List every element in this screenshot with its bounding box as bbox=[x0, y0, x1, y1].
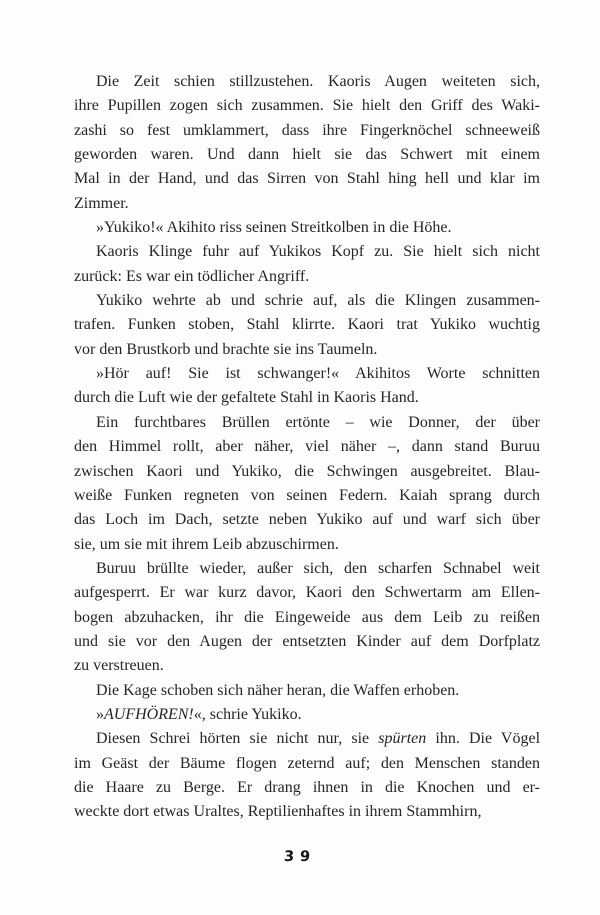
paragraph bbox=[74, 216, 540, 240]
paragraph bbox=[74, 411, 540, 557]
text-line: Yukiko wehrte ab und schrie auf, als die Klingen zusammen- bbox=[96, 292, 540, 310]
paragraph bbox=[74, 70, 540, 216]
text-segment: » bbox=[96, 705, 104, 723]
text-line: geworden waren. Und dann hielt sie das Schwert mit einem bbox=[74, 146, 540, 164]
paragraph bbox=[74, 289, 540, 362]
emphasized-text: AUFHÖREN! bbox=[104, 705, 194, 723]
text-line: aufgesperrt. Er war kurz davor, Kaori den Schwertarm am Ellen- bbox=[74, 584, 540, 602]
text-line: und sie vor den Augen der entsetzten Kinder auf dem Dorfplatz bbox=[74, 632, 540, 650]
text-segment: Diesen Schrei hörten sie nicht nur, sie bbox=[96, 730, 379, 748]
paragraph bbox=[74, 679, 540, 703]
paragraph bbox=[74, 727, 540, 824]
text-line bbox=[74, 727, 540, 751]
text-line: zwischen Kaori und Yukiko, die Schwingen ausgebreitet. Blau- bbox=[74, 462, 540, 480]
paragraph bbox=[74, 362, 540, 411]
text-segment: «, schrie Yukiko. bbox=[193, 705, 302, 723]
text-line: weckte dort etwas Uraltes, Reptilienhaftes in ihrem Stammhirn, bbox=[74, 803, 482, 821]
text-segment: ihn. Die Vögel bbox=[426, 730, 540, 748]
text-line: Die Kage schoben sich näher heran, die Waffen erhoben. bbox=[96, 681, 460, 699]
text-line: vor den Brustkorb und brachte sie ins Taumeln. bbox=[74, 340, 378, 358]
emphasized-text: spürten bbox=[378, 730, 427, 748]
text-line: Die Zeit schien stillzustehen. Kaoris Augen weiteten sich, bbox=[96, 73, 540, 90]
page-number: 39 bbox=[283, 849, 317, 865]
text-line: Kaoris Klinge fuhr auf Yukikos Kopf zu. Sie hielt sich nicht bbox=[96, 243, 540, 261]
text-line: »Yukiko!« Akihito riss seinen Streitkolben in die Höhe. bbox=[96, 219, 452, 237]
text-line: das Loch im Dach, setzte neben Yukiko auf und warf sich über bbox=[74, 511, 540, 529]
text-line: trafen. Funken stoben, Stahl klirrte. Kaori trat Yukiko wuchtig bbox=[74, 316, 540, 334]
text-line: Buruu brüllte wieder, außer sich, den scharfen Schnabel weit bbox=[96, 559, 540, 577]
text-line: die Haare zu Berge. Er drang ihnen in die Knochen und er- bbox=[74, 778, 540, 796]
text-line: Ein furchtbares Brüllen ertönte – wie Donner, der über bbox=[96, 413, 540, 431]
text-line: zu verstreuen. bbox=[74, 657, 164, 675]
text-line: ihre Pupillen zogen sich zusammen. Sie hielt den Griff des Waki- bbox=[74, 97, 540, 115]
text-line: Mal in der Hand, und das Sirren von Stahl hing hell und klar im bbox=[74, 170, 540, 188]
text-line: bogen abzuhacken, ihr die Eingeweide aus dem Leib zu reißen bbox=[74, 608, 540, 626]
text-line: den Himmel rollt, aber näher, viel näher –, dann stand Buruu bbox=[74, 438, 540, 456]
text-line bbox=[74, 703, 540, 727]
text-line: weiße Funken regneten von seinen Federn. Kaiah sprang durch bbox=[74, 486, 540, 504]
text-line: »Hör auf! Sie ist schwanger!« Akihitos Worte schnitten bbox=[96, 365, 540, 383]
text-line: durch die Luft wie der gefaltete Stahl in Kaoris Hand. bbox=[74, 389, 419, 407]
body-text bbox=[74, 70, 540, 825]
paragraph bbox=[74, 557, 540, 679]
text-line: zurück: Es war ein tödlicher Angriff. bbox=[74, 267, 310, 285]
text-line: Zimmer. bbox=[74, 194, 129, 212]
paragraph bbox=[74, 240, 540, 289]
text-line: im Geäst der Bäume flogen zeternd auf; den Menschen standen bbox=[74, 754, 540, 772]
text-line: zashi so fest umklammert, dass ihre Fingerknöchel schneeweiß bbox=[74, 121, 540, 139]
paragraph bbox=[74, 703, 540, 727]
text-line: sie, um sie mit ihrem Leib abzuschirmen. bbox=[74, 535, 339, 553]
